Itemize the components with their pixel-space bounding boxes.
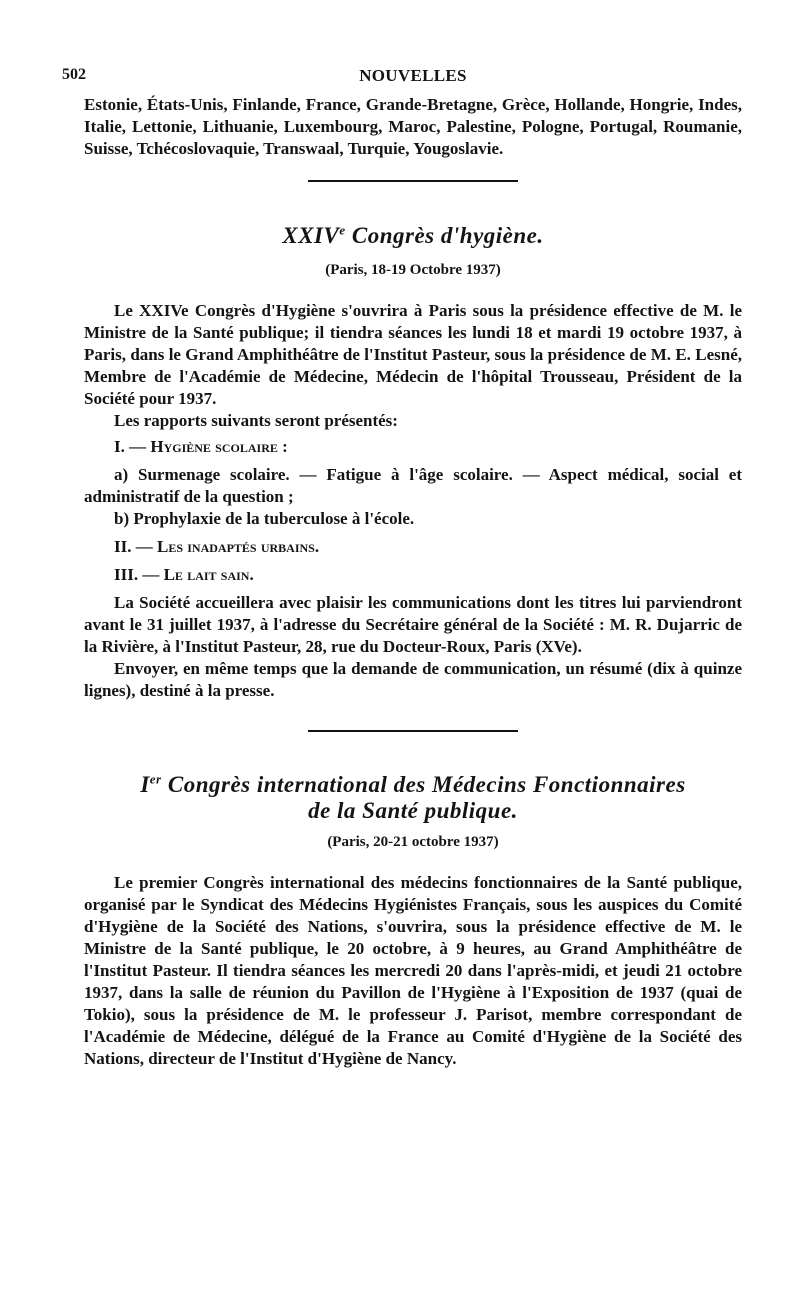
report-item-3 [84,564,742,586]
report-item-3-label: III. — Le lait sain. [114,565,254,584]
page [62,56,742,1256]
congress-body-paragraph: Le premier Congrès international des médecins fonctionnaires de la Santé publique, organisé par le Syndicat des Médecins Hygiénistes Français, sous les auspices du Comité d'Hygiène de la Société des Nations, s'ouvrira, sous la présidence effective de M. le Ministre de la Santé publique, le 20 octobre, à 9 heures, au Grand Amphithéâtre de l'Institut Pasteur. Il tiendra séances les mercredi 20 dans l'après-midi, et jeudi 21 octobre 1937, dans la salle de réunion du Pavillon de l'Hygiène à l'Exposition de 1937 (quai de Tokio), sous la présidence de M. le professeur J. Parisot, membre correspondant de l'Académie de Médecine, délégué de la France au Comité d'Hygiène de la Société des Nations, directeur de l'Institut d'Hygiène de Nancy. [84,873,742,1068]
report-item-1b: b) Prophylaxie de la tuberculose à l'école. [114,509,415,528]
reports-intro: Les rapports suivants seront présentés: [114,411,398,430]
countries-paragraph: Estonie, États-Unis, Finlande, France, Grande-Bretagne, Grèce, Hollande, Hongrie, Indes, Italie, Lettonie, Lithuanie, Luxembourg, Maroc, Palestine, Pologne, Portugal, Roumanie, Suisse, Tchécoslovaquie, Transwaal, Turquie, Yougoslavie. [84,95,742,158]
report-item-2-label: II. — Les inadaptés urbains. [114,537,320,556]
report-item-1a: a) Surmenage scolaire. — Fatigue à l'âge scolaire. — Aspect médical, social et administratif de la question ; [84,465,742,506]
intro-paragraph: Le XXIVe Congrès d'Hygiène s'ouvrira à Paris sous la présidence effective de M. le Ministre de la Santé publique; il tiendra séances les lundi 18 et mardi 19 octobre 1937, à Paris, dans le Grand Amphithéâtre de l'Institut Pasteur, sous la présidence de M. E. Lesné, Membre de l'Académie de Médecine, Médecin de l'hôpital Trousseau, Président de la Société pour 1937. [84,301,742,408]
title-superscript: e [339,222,346,238]
section-subtitle-dates: (Paris, 18-19 Octobre 1937) [325,262,501,278]
report-item-1-label: I. — Hygiène scolaire : [114,437,288,456]
report-item-2 [84,536,742,558]
title-text-line2: de la Santé publique. [308,798,518,823]
report-item-1 [84,436,742,458]
section-divider [308,180,518,182]
title-text: Congrès d'hygiène. [351,223,544,248]
section-subtitle-dates: (Paris, 20-21 octobre 1937) [327,834,499,850]
section-title-international-congress [84,772,742,824]
title-numeral: XXIV [282,223,340,248]
summary-paragraph: Envoyer, en même temps que la demande de communication, un résumé (dix à quinze lignes), destiné à la presse. [84,659,742,700]
section-title-hygiene-congress [84,222,742,250]
title-text-line1: Congrès international des Médecins Fonctionnaires [167,772,686,797]
running-title: NOUVELLES [359,66,467,85]
title-superscript: er [149,771,162,787]
running-head [62,56,742,92]
section-divider [308,730,518,732]
page-number: 502 [62,66,86,83]
communications-paragraph: La Société accueillera avec plaisir les communications dont les titres lui parviendront avant le 31 juillet 1937, à l'adresse du Secrétaire général de la Société : M. R. Dujarric de la Rivière, à l'Institut Pasteur, 28, rue du Docteur-Roux, Paris (XVe). [84,593,742,656]
title-numeral: I [140,772,150,797]
